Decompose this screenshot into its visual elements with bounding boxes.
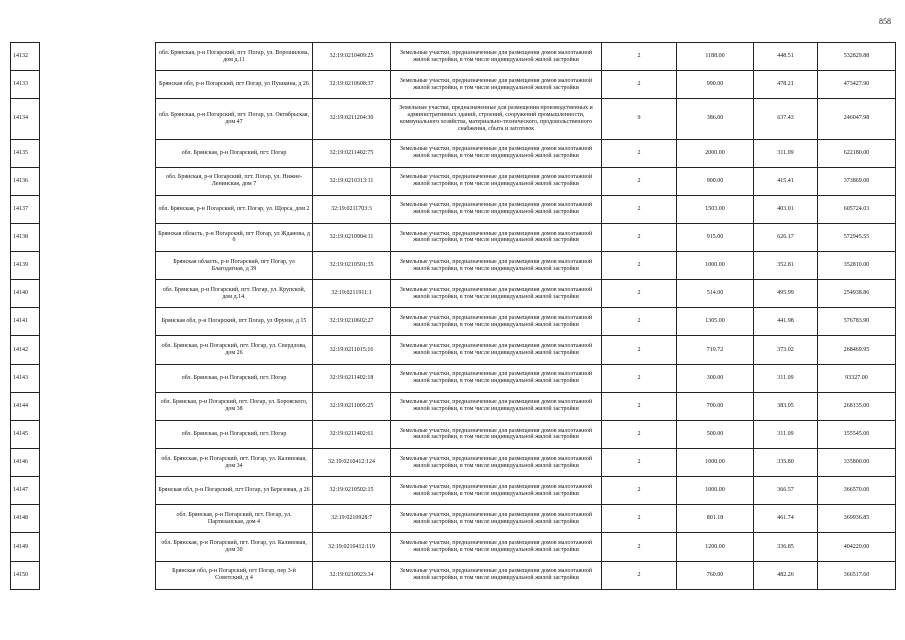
spacer-cell [40, 167, 156, 195]
land-purpose-cell: Земельные участки, предназначенные для размещения домов малоэтажной жилой застройки, в том числе индивидуальной жилой застройки [391, 43, 602, 71]
group-code-cell: 2 [602, 336, 677, 364]
land-purpose-cell: Земельные участки, предназначенные для размещения домов малоэтажной жилой застройки, в том числе индивидуальной жилой застройки [391, 449, 602, 477]
land-purpose-cell: Земельные участки, предназначенные для размещения домов малоэтажной жилой застройки, в том числе индивидуальной жилой застройки [391, 477, 602, 505]
cadastral-value-cell: 335800.00 [818, 449, 896, 477]
specific-value-cell: 373.02 [754, 336, 818, 364]
address-cell: обл. Брянская, р-н Погарский, пгт. Погар, ул. Партизанская, дом 4 [156, 505, 313, 533]
spacer-cell [40, 252, 156, 280]
spacer-cell [40, 280, 156, 308]
group-code-cell: 2 [602, 43, 677, 71]
area-cell: 1200.00 [677, 533, 754, 561]
address-cell: Брянская обл, р-н Погарский, пгт Погар, ул Фрунзе, д 15 [156, 308, 313, 336]
table-row [11, 99, 896, 139]
cadastral-value-cell: 404220.00 [818, 533, 896, 561]
land-purpose-cell: Земельные участки, предназначенные для размещения домов малоэтажной жилой застройки, в том числе индивидуальной жилой застройки [391, 533, 602, 561]
specific-value-cell: 637.43 [754, 99, 818, 139]
cadastral-number-cell: 32:19:0210608:37 [313, 71, 391, 99]
group-code-cell: 2 [602, 364, 677, 392]
cadastral-value-cell: 532829.88 [818, 43, 896, 71]
specific-value-cell: 352.81 [754, 252, 818, 280]
group-code-cell: 2 [602, 533, 677, 561]
specific-value-cell: 403.01 [754, 195, 818, 223]
area-cell: 1000.00 [677, 449, 754, 477]
row-id: 14144 [11, 392, 40, 420]
row-id: 14148 [11, 505, 40, 533]
specific-value-cell: 383.05 [754, 392, 818, 420]
spacer-cell [40, 420, 156, 448]
spacer-cell [40, 308, 156, 336]
group-code-cell: 2 [602, 195, 677, 223]
cadastral-value-cell: 93327.00 [818, 364, 896, 392]
cadastral-value-cell: 369936.85 [818, 505, 896, 533]
cadastral-value-cell: 268135.00 [818, 392, 896, 420]
cadastral-number-cell: 32:19:0210928:7 [313, 505, 391, 533]
area-cell: 801.18 [677, 505, 754, 533]
table-row [11, 505, 896, 533]
land-purpose-cell: Земельные участки, предназначенные для размещения домов малоэтажной жилой застройки, в том числе индивидуальной жилой застройки [391, 71, 602, 99]
specific-value-cell: 415.41 [754, 167, 818, 195]
area-cell: 1000.00 [677, 252, 754, 280]
area-cell: 1000.00 [677, 477, 754, 505]
address-cell: Брянская обл, р-н Погарский, пгт Погар, ул Пушкина, д 26 [156, 71, 313, 99]
cadastral-value-cell: 572945.55 [818, 223, 896, 251]
spacer-cell [40, 99, 156, 139]
group-code-cell: 9 [602, 99, 677, 139]
cadastral-number-cell: 32:19:0211204:30 [313, 99, 391, 139]
area-cell: 719.72 [677, 336, 754, 364]
area-cell: 1503.00 [677, 195, 754, 223]
cadastral-number-cell: 32:19:0210412:124 [313, 449, 391, 477]
specific-value-cell: 478.21 [754, 71, 818, 99]
cadastral-number-cell: 32:19:0211402:18 [313, 364, 391, 392]
cadastral-value-cell: 366570.00 [818, 477, 896, 505]
cadastral-value-cell: 373869.00 [818, 167, 896, 195]
cadastral-number-cell: 32:19:0210313:11 [313, 167, 391, 195]
spacer-cell [40, 71, 156, 99]
land-purpose-cell: Земельные участки, предназначенные для размещения домов малоэтажной жилой застройки, в том числе индивидуальной жилой застройки [391, 252, 602, 280]
specific-value-cell: 495.99 [754, 280, 818, 308]
cadastral-number-cell: 32:19:0210412:119 [313, 533, 391, 561]
cadastral-value-cell: 155545.00 [818, 420, 896, 448]
area-cell: 2000.00 [677, 139, 754, 167]
table-row [11, 43, 896, 71]
cadastral-number-cell: 32:19:0210502:15 [313, 477, 391, 505]
table-row [11, 167, 896, 195]
spacer-cell [40, 43, 156, 71]
land-purpose-cell: Земельные участки, предназначенные для размещения домов малоэтажной жилой застройки, в том числе индивидуальной жилой застройки [391, 139, 602, 167]
spacer-cell [40, 449, 156, 477]
area-cell: 300.00 [677, 364, 754, 392]
group-code-cell: 2 [602, 167, 677, 195]
area-cell: 700.00 [677, 392, 754, 420]
cadastral-value-cell: 352810.00 [818, 252, 896, 280]
land-purpose-cell: Земельные участки, предназначенные для размещения домов малоэтажной жилой застройки, в том числе индивидуальной жилой застройки [391, 505, 602, 533]
area-cell: 915.00 [677, 223, 754, 251]
group-code-cell: 2 [602, 477, 677, 505]
land-plots-table [10, 42, 896, 590]
table-row [11, 420, 896, 448]
cadastral-value-cell: 246047.98 [818, 99, 896, 139]
cadastral-number-cell: 32:19:0211015:16 [313, 336, 391, 364]
land-purpose-cell: Земельные участки, предназначенные для размещения производственных и административных зданий, строений, сооружений промышленности, коммунального хозяйства, материально-технического, продовольственного снабжения, сбыта и заготовок [391, 99, 602, 139]
group-code-cell: 2 [602, 420, 677, 448]
specific-value-cell: 311.09 [754, 139, 818, 167]
land-purpose-cell: Земельные участки, предназначенные для размещения домов малоэтажной жилой застройки, в том числе индивидуальной жилой застройки [391, 195, 602, 223]
table-row [11, 449, 896, 477]
land-purpose-cell: Земельные участки, предназначенные для размещения домов малоэтажной жилой застройки, в том числе индивидуальной жилой застройки [391, 561, 602, 589]
area-cell: 990.00 [677, 71, 754, 99]
group-code-cell: 2 [602, 139, 677, 167]
table-row [11, 71, 896, 99]
cadastral-number-cell: 32:19:0211005:25 [313, 392, 391, 420]
specific-value-cell: 366.57 [754, 477, 818, 505]
table-row [11, 561, 896, 589]
table-row [11, 392, 896, 420]
group-code-cell: 2 [602, 252, 677, 280]
specific-value-cell: 336.85 [754, 533, 818, 561]
address-cell: Брянская обл, р-н Погарский, пгт Погар, пер 3-й Советский, д 4 [156, 561, 313, 589]
cadastral-value-cell: 576783.90 [818, 308, 896, 336]
cadastral-number-cell: 32:19:0210409:25 [313, 43, 391, 71]
area-cell: 514.00 [677, 280, 754, 308]
table-row [11, 308, 896, 336]
page-number: 858 [879, 17, 891, 26]
cadastral-value-cell: 605724.03 [818, 195, 896, 223]
row-id: 14140 [11, 280, 40, 308]
area-cell: 500.00 [677, 420, 754, 448]
land-purpose-cell: Земельные участки, предназначенные для размещения домов малоэтажной жилой застройки, в том числе индивидуальной жилой застройки [391, 223, 602, 251]
table-row [11, 139, 896, 167]
land-purpose-cell: Земельные участки, предназначенные для размещения домов малоэтажной жилой застройки, в том числе индивидуальной жилой застройки [391, 420, 602, 448]
land-purpose-cell: Земельные участки, предназначенные для размещения домов малоэтажной жилой застройки, в том числе индивидуальной жилой застройки [391, 280, 602, 308]
address-cell: Брянская область, р-н Погарский, пгт Погар, ул Благодатная, д 39 [156, 252, 313, 280]
row-id: 14146 [11, 449, 40, 477]
area-cell: 900.00 [677, 167, 754, 195]
address-cell: обл. Брянская, р-н Погарский, пгт. Погар, ул. Калиновая, дом 30 [156, 533, 313, 561]
spacer-cell [40, 477, 156, 505]
specific-value-cell: 626.17 [754, 223, 818, 251]
land-purpose-cell: Земельные участки, предназначенные для размещения домов малоэтажной жилой застройки, в том числе индивидуальной жилой застройки [391, 308, 602, 336]
land-purpose-cell: Земельные участки, предназначенные для размещения домов малоэтажной жилой застройки, в том числе индивидуальной жилой застройки [391, 392, 602, 420]
row-id: 14145 [11, 420, 40, 448]
spacer-cell [40, 364, 156, 392]
address-cell: Брянская область, р-н Погарский, пгт Погар, ул Жданова, д 6 [156, 223, 313, 251]
spacer-cell [40, 223, 156, 251]
row-id: 14137 [11, 195, 40, 223]
group-code-cell: 2 [602, 280, 677, 308]
row-id: 14149 [11, 533, 40, 561]
table-row [11, 280, 896, 308]
row-id: 14136 [11, 167, 40, 195]
table-row [11, 533, 896, 561]
group-code-cell: 2 [602, 308, 677, 336]
address-cell: обл. Брянская, р-н Погарский, пгт. Погар, ул. Крупской, дом д.14. [156, 280, 313, 308]
area-cell: 1305.00 [677, 308, 754, 336]
cadastral-value-cell: 254938.86 [818, 280, 896, 308]
address-cell: обл. Брянская, р-н Погарский, пгт. Погар, ул. Свердлова, дом 26 [156, 336, 313, 364]
cadastral-number-cell: 32:19:0210923:34 [313, 561, 391, 589]
cadastral-number-cell: 32:19:0210501:35 [313, 252, 391, 280]
cadastral-number-cell: 32:19:0210602:27 [313, 308, 391, 336]
group-code-cell: 2 [602, 505, 677, 533]
table-row [11, 477, 896, 505]
row-id: 14147 [11, 477, 40, 505]
cadastral-value-cell: 473427.90 [818, 71, 896, 99]
cadastral-value-cell: 366517.60 [818, 561, 896, 589]
spacer-cell [40, 561, 156, 589]
spacer-cell [40, 505, 156, 533]
spacer-cell [40, 139, 156, 167]
address-cell: Брянская обл, р-н Погарский, пгт Погар, ул Березовая, д 26 [156, 477, 313, 505]
row-id: 14132 [11, 43, 40, 71]
row-id: 14135 [11, 139, 40, 167]
table-row [11, 195, 896, 223]
group-code-cell: 2 [602, 392, 677, 420]
spacer-cell [40, 195, 156, 223]
table-row [11, 336, 896, 364]
area-cell: 1188.00 [677, 43, 754, 71]
address-cell: обл. Брянская, р-н Погарский, пгт. Погар, ул. Щорса, дом 2 [156, 195, 313, 223]
cadastral-number-cell: 32:19:0211911:1 [313, 280, 391, 308]
address-cell: обл. Брянская, р-н Погарский, пгт. Погар, ул. Калиновая, дом 34 [156, 449, 313, 477]
specific-value-cell: 461.74 [754, 505, 818, 533]
row-id: 14141 [11, 308, 40, 336]
land-purpose-cell: Земельные участки, предназначенные для размещения домов малоэтажной жилой застройки, в том числе индивидуальной жилой застройки [391, 364, 602, 392]
row-id: 14142 [11, 336, 40, 364]
group-code-cell: 2 [602, 449, 677, 477]
specific-value-cell: 311.09 [754, 420, 818, 448]
table-row [11, 223, 896, 251]
table-row [11, 364, 896, 392]
address-cell: обл. Брянская, р-н Погарский, пгт. Погар, ул. Октябрьская, дом 47 [156, 99, 313, 139]
row-id: 14134 [11, 99, 40, 139]
group-code-cell: 2 [602, 561, 677, 589]
row-id: 14133 [11, 71, 40, 99]
land-purpose-cell: Земельные участки, предназначенные для размещения домов малоэтажной жилой застройки, в том числе индивидуальной жилой застройки [391, 167, 602, 195]
spacer-cell [40, 533, 156, 561]
address-cell: обл. Брянская, р-н Погарский, пгт. Погар [156, 364, 313, 392]
group-code-cell: 2 [602, 71, 677, 99]
row-id: 14143 [11, 364, 40, 392]
cadastral-value-cell: 268469.95 [818, 336, 896, 364]
row-id: 14138 [11, 223, 40, 251]
area-cell: 760.00 [677, 561, 754, 589]
address-cell: обл. Брянская, р-н Погарский, пгт. Погар, ул. Нижне-Ленинская, дом 7 [156, 167, 313, 195]
specific-value-cell: 482.26 [754, 561, 818, 589]
address-cell: обл. Брянская, р-н Погарский, пгт. Погар, ул. Ворошилова, дом д.11 [156, 43, 313, 71]
table-row [11, 252, 896, 280]
spacer-cell [40, 392, 156, 420]
specific-value-cell: 335.80 [754, 449, 818, 477]
row-id: 14150 [11, 561, 40, 589]
cadastral-number-cell: 32:19:0211402:61 [313, 420, 391, 448]
land-purpose-cell: Земельные участки, предназначенные для размещения домов малоэтажной жилой застройки, в том числе индивидуальной жилой застройки [391, 336, 602, 364]
address-cell: обл. Брянская, р-н Погарский, пгт. Погар, ул. Боровского, дом 38 [156, 392, 313, 420]
specific-value-cell: 448.51 [754, 43, 818, 71]
cadastral-number-cell: 32:19:0211402:75 [313, 139, 391, 167]
cadastral-number-cell: 32:19:0211703:3 [313, 195, 391, 223]
specific-value-cell: 311.09 [754, 364, 818, 392]
address-cell: обл. Брянская, р-н Погарский, пгт. Погар [156, 420, 313, 448]
group-code-cell: 2 [602, 223, 677, 251]
specific-value-cell: 441.98 [754, 308, 818, 336]
row-id: 14139 [11, 252, 40, 280]
spacer-cell [40, 336, 156, 364]
cadastral-value-cell: 622180.00 [818, 139, 896, 167]
address-cell: обл. Брянская, р-н Погарский, пгт. Погар [156, 139, 313, 167]
area-cell: 386.00 [677, 99, 754, 139]
cadastral-number-cell: 32:19:0210904:11 [313, 223, 391, 251]
